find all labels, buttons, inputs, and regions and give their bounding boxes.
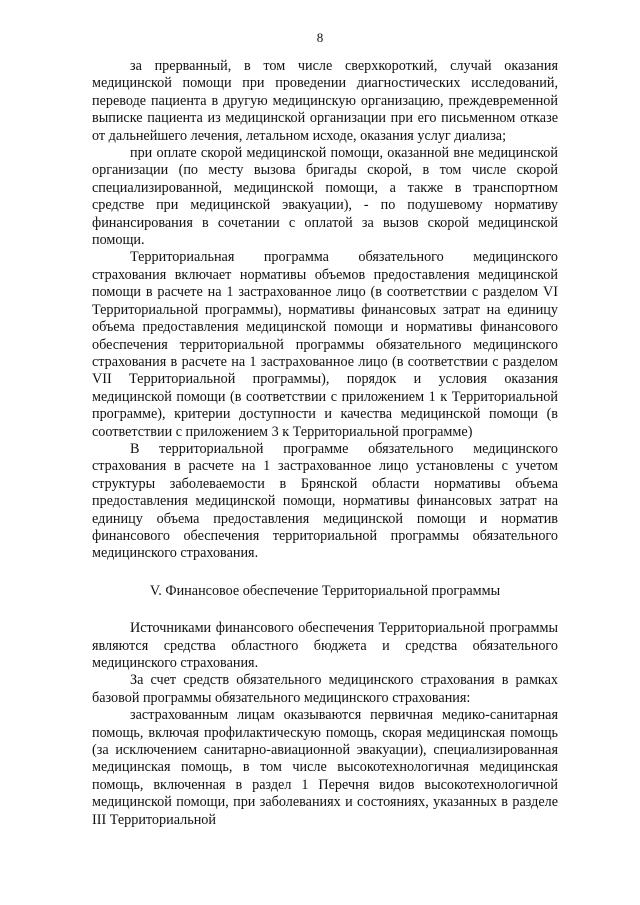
paragraph-emergency-care-payment: при оплате скорой медицинской помощи, оказанной вне медицинской организации (по месту вызова бригады скорой, в том числе скорой специализированной, медицинской помощи, а также в транспортном средстве при медицинской эвакуации), - по подушевому нормативу финансирования в сочетании с оплатой за вызов скорой медицинской помощи. bbox=[92, 145, 558, 249]
paragraph-insured-persons-care: застрахованным лицам оказываются первичная медико-санитарная помощь, включая профилактическую помощь, скорая медицинская помощь (за исключением санитарно-авиационной эвакуации), специализированная медицинская помощь, в том числе высокотехнологичная медицинская помощь, включенная в раздел 1 Перечня видов высокотехнологичной медицинской помощи, при заболеваниях и состояниях, указанных в разделе III Территориальной bbox=[92, 707, 558, 828]
paragraph-funding-sources: Источниками финансового обеспечения Территориальной программы являются средства областного бюджета и средства обязательного медицинского страхования. bbox=[92, 620, 558, 671]
paragraph-interrupted-case: за прерванный, в том числе сверхкороткий, случай оказания медицинской помощи при проведении диагностических исследований, переводе пациента в другую медицинскую организацию, преждевременной выписке пациента из медицинской организации при его письменном отказе от дальнейшего лечения, летальном исходе, оказания услуг диализа; bbox=[92, 58, 558, 144]
paragraph-bryansk-norms: В территориальной программе обязательного медицинского страхования в расчете на 1 застрахованное лицо установлены с учетом структуры заболеваемости в Брянской области нормативы объема предоставления медицинской помощи, нормативы финансовых затрат на единицу объема предоставления медицинской помощи и норматив финансового обеспечения территориальной программы обязательного медицинского страхования. bbox=[92, 440, 558, 562]
paragraph-oms-funds: За счет средств обязательного медицинского страхования в рамках базовой программы обязательного медицинского страхования: bbox=[92, 672, 558, 706]
document-body bbox=[92, 58, 558, 829]
paragraph-territorial-program-norms: Территориальная программа обязательного медицинского страхования включает нормативы объемов предоставления медицинской помощи в расчете на 1 застрахованное лицо (в соответствии с разделом VI Территориальной программы), нормативы финансовых затрат на единицу объема предоставления медицинской помощи и нормативы финансового обеспечения территориальной программы обязательного медицинского страхования в расчете на 1 застрахованное лицо (в соответствии с разделом VII Территориальной программы), порядок и условия оказания медицинской помощи (в соответствии с приложением 1 к Территориальной программе), критерии доступности и качества медицинской помощи (в соответствии с приложением 3 к Территориальной программе) bbox=[92, 249, 558, 440]
section-heading: V. Финансовое обеспечение Территориальной программы bbox=[149, 582, 501, 599]
page-number: 8 bbox=[316, 30, 324, 45]
